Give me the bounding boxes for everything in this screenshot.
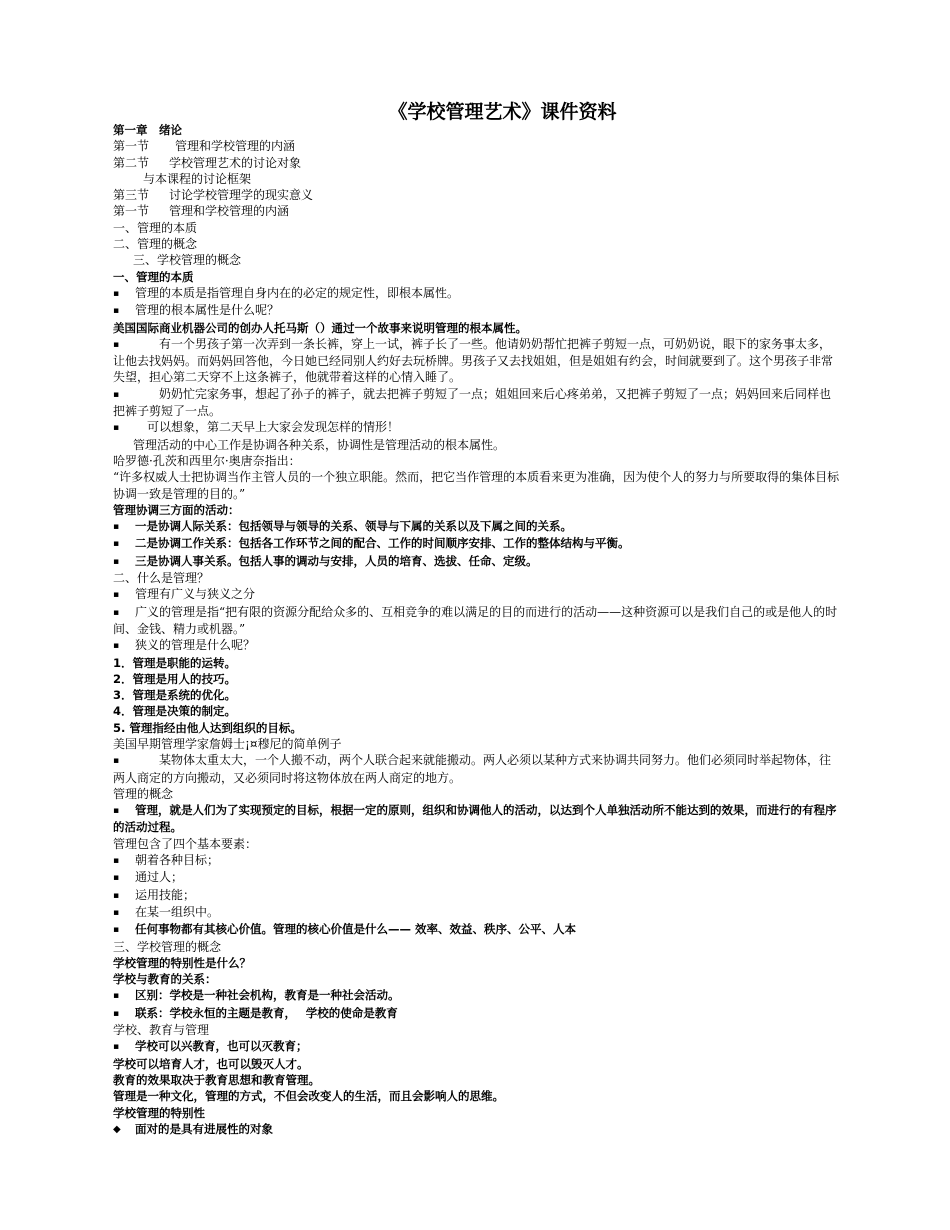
line-text: 管理和学校管理的内涵 (169, 204, 290, 219)
square-bullet-icon: ▪ (113, 873, 120, 884)
line-text: 二、管理的概念 (113, 237, 198, 252)
square-bullet-icon: ▪ (113, 522, 120, 533)
square-bullet-icon: ▪ (113, 288, 120, 299)
bullet-paragraph (113, 904, 840, 921)
line-text: 奶奶忙完家务事，想起了孙子的裤子，就去把裤子剪短了一点；姐姐回来后心疼弟弟，又把裤子剪短了一点；妈妈回来后同样也把裤子剪短了一点。 (113, 386, 832, 419)
line-text: 讨论学校管理学的现实意义 (169, 188, 314, 203)
line-text: 管理是一种文化，管理的方式，不但会改变人的生活，而且会影响人的思维。 (113, 1089, 504, 1104)
line-text: 三是协调人事关系。包括人事的调动与安排，人员的培育、选拔、任命、定级。 (135, 553, 538, 568)
line-text: 教育的效果取决于教育思想和教育管理。 (113, 1072, 320, 1087)
line-text: 管理和学校管理的内涵 (175, 139, 296, 154)
line-text: 学校可以培育人才，也可以毁灭人才。 (113, 1056, 309, 1071)
square-bullet-icon: ▪ (113, 907, 120, 918)
line-text: 管理的根本属性是什么呢？ (135, 303, 280, 318)
line-text: 一是协调人际关系：包括领导与领导的关系、领导与下属的关系以及下属之间的关系。 (135, 519, 572, 534)
text-paragraph (113, 1105, 840, 1121)
bullet-paragraph (113, 535, 840, 552)
bullet-paragraph (113, 852, 840, 869)
bullet-paragraph (113, 518, 840, 535)
line-text: 在某一组织中。 (135, 904, 220, 919)
line-text: 5. 管理指经由他人达到组织的目标。 (113, 720, 302, 735)
line-text: 区别：学校是一种社会机构，教育是一种社会活动。 (135, 988, 400, 1003)
bullet-paragraph (113, 869, 840, 886)
text-paragraph (113, 703, 840, 719)
diamond-bullet-icon: ◆ (113, 1123, 121, 1135)
bullet-paragraph (113, 336, 840, 386)
bullet-paragraph (113, 637, 840, 654)
line-text: 哈罗德·孔茨和西里尔·奥唐奈指出： (113, 453, 301, 468)
text-paragraph (113, 453, 840, 469)
text-paragraph (113, 155, 840, 171)
line-text: 美国国际商业机器公司的创办人托马斯（）通过一个故事来说明管理的根本属性。 (113, 320, 527, 335)
square-bullet-icon: ▪ (113, 756, 120, 767)
text-paragraph (113, 671, 840, 687)
bullet-paragraph (113, 987, 840, 1004)
line-text: 学校管理的特别性 (113, 1105, 205, 1120)
text-paragraph (113, 1022, 840, 1038)
section-number: 第一节 (113, 204, 150, 219)
line-text: 三、学校管理的概念 (133, 253, 242, 268)
line-text: 管理协调三方面的活动： (113, 502, 240, 517)
bullet-paragraph (113, 1038, 840, 1055)
text-paragraph (113, 469, 840, 502)
section-number: 第一节 (113, 139, 150, 154)
bullet-paragraph (113, 285, 840, 302)
square-bullet-icon: ▪ (113, 339, 120, 350)
text-paragraph (113, 236, 840, 252)
text-paragraph (113, 203, 840, 219)
square-bullet-icon: ▪ (113, 607, 120, 618)
line-text: 二、什么是管理？ (113, 571, 210, 586)
text-paragraph (113, 187, 840, 203)
square-bullet-icon: ▪ (113, 641, 120, 652)
line-text: 学校管理的特别性是什么？ (113, 955, 251, 970)
square-bullet-icon: ▪ (113, 1042, 120, 1053)
bullet-paragraph (113, 921, 840, 938)
text-paragraph (113, 971, 840, 987)
line-text: 广义的管理是指“把有限的资源分配给众多的、互相竞争的难以满足的目的而进行的活动——这种资源可以是我们自己的或是他人的时间、金钱、精力或机器。” (113, 604, 838, 636)
text-paragraph (113, 655, 840, 671)
line-text: 一、管理的本质 (113, 269, 194, 284)
bullet-paragraph (113, 752, 840, 786)
line-text: 与本课程的讨论框架 (143, 171, 252, 186)
square-bullet-icon: ▪ (113, 925, 120, 936)
line-text: 管理的概念 (113, 786, 174, 801)
text-paragraph (113, 437, 840, 453)
line-text: 可以想象，第二天早上大家会发现怎样的情形！ (135, 420, 400, 435)
text-paragraph (113, 220, 840, 236)
text-paragraph (113, 502, 840, 518)
line-text: 学校、教育与管理 (113, 1023, 210, 1038)
square-bullet-icon: ▪ (113, 539, 120, 550)
text-paragraph (113, 252, 840, 268)
line-text: 运用技能； (135, 887, 196, 902)
bullet-paragraph (113, 887, 840, 904)
line-text: 三、学校管理的概念 (113, 939, 222, 954)
square-bullet-icon: ▪ (113, 991, 120, 1002)
line-text: 通过人； (135, 870, 184, 885)
line-text: 管理有广义与狭义之分 (135, 587, 256, 602)
line-text: 学校可以兴教育，也可以灭教育； (135, 1039, 308, 1054)
text-paragraph (113, 1088, 840, 1104)
bullet-paragraph (113, 386, 840, 420)
text-paragraph (113, 786, 840, 802)
line-text: 一、管理的本质 (113, 220, 198, 235)
text-paragraph (113, 955, 840, 971)
section-number: 第三节 (113, 188, 150, 203)
line-text: 1．管理是职能的运转。 (113, 655, 237, 670)
line-text: 狭义的管理是什么呢？ (135, 638, 256, 653)
line-text: 面对的是具有进展性的对象 (135, 1121, 273, 1136)
line-text: 学校与教育的关系： (113, 972, 217, 987)
line-text: 2．管理是用人的技巧。 (113, 671, 237, 686)
section-number: 第二节 (113, 155, 150, 170)
line-text: 管理包含了四个基本要素： (113, 836, 258, 851)
bullet-paragraph (113, 419, 840, 436)
text-paragraph (113, 939, 840, 955)
text-paragraph (113, 138, 840, 154)
text-paragraph (113, 1056, 840, 1072)
line-text: “许多权威人士把协调当作主管人员的一个独立职能。然而，把它当作管理的本质看来更为准确，因为使个人的努力与所要取得的集体目标协调一致是管理的目的。” (113, 470, 840, 501)
square-bullet-icon: ▪ (113, 806, 120, 817)
square-bullet-icon: ▪ (113, 1008, 120, 1019)
bullet-paragraph (113, 1121, 840, 1138)
bullet-paragraph (113, 586, 840, 603)
line-text: 任何事物都有其核心价值。管理的核心价值是什么—— 效率、效益、秩序、公平、人本 (135, 922, 576, 937)
text-paragraph (113, 320, 840, 336)
text-paragraph (113, 736, 840, 752)
text-paragraph (113, 171, 840, 187)
line-text: 联系：学校永恒的主题是教育， 学校的使命是教育 (135, 1005, 398, 1020)
line-text: 管理的本质是指管理自身内在的必定的规定性，即根本属性。 (135, 285, 460, 300)
square-bullet-icon: ▪ (113, 306, 120, 317)
text-paragraph (113, 269, 840, 285)
document-body (113, 122, 840, 1138)
line-text: 朝着各种目标； (135, 853, 220, 868)
bullet-paragraph (113, 802, 840, 836)
line-text: 某物体太重太大，一个人搬不动，两个人联合起来就能搬动。两人必须以某种方式来协调共同努力。他们必须同时举起物体，往两人商定的方向搬动，又必须同时将这物体放在两人商定的地方。 (113, 753, 832, 785)
text-paragraph (113, 570, 840, 586)
square-bullet-icon: ▪ (113, 856, 120, 867)
text-paragraph (113, 687, 840, 703)
bullet-paragraph (113, 302, 840, 319)
bullet-paragraph (113, 604, 840, 638)
line-text: 管理，就是人们为了实现预定的目标，根据一定的原则，组织和协调他人的活动，以达到个人单独活动所不能达到的效果，而进行的有程序的活动过程。 (113, 803, 837, 835)
line-text: 二是协调工作关系：包括各工作环节之间的配合、工作的时间顺序安排、工作的整体结构与平衡。 (135, 536, 630, 551)
bullet-paragraph (113, 1005, 840, 1022)
document-title: 《学校管理艺术》课件资料 (388, 101, 617, 123)
line-text: 有一个男孩子第一次弄到一条长裤，穿上一试，裤子长了一些。他请奶奶帮忙把裤子剪短一点，可奶奶说，眼下的家务事太多，让他去找妈妈。而妈妈回答他，今日她已经同别人约好去玩桥牌。男孩子又去找姐姐，但是姐姐有约会，时间就要到了。这个男孩子非常失望，担心第二天穿不上这条裤子，他就带着这样的心情入睡了。 (113, 336, 834, 385)
line-text: 第一章 绪论 (113, 123, 182, 137)
line-text: 美国早期管理学家詹姆士¡¤穆尼的简单例子 (113, 736, 342, 751)
line-text: 学校管理艺术的讨论对象 (169, 155, 302, 170)
line-text: 管理活动的中心工作是协调各种关系，协调性是管理活动的根本属性。 (133, 437, 506, 452)
text-paragraph (113, 836, 840, 852)
square-bullet-icon: ▪ (113, 423, 120, 434)
square-bullet-icon: ▪ (113, 556, 120, 567)
text-paragraph (113, 720, 840, 736)
square-bullet-icon: ▪ (113, 389, 120, 400)
text-paragraph (113, 122, 840, 138)
bullet-paragraph (113, 553, 840, 570)
square-bullet-icon: ▪ (113, 590, 120, 601)
line-text: 4．管理是决策的制定。 (113, 704, 237, 719)
square-bullet-icon: ▪ (113, 890, 120, 901)
line-text: 3．管理是系统的优化。 (113, 688, 237, 703)
text-paragraph (113, 1072, 840, 1088)
